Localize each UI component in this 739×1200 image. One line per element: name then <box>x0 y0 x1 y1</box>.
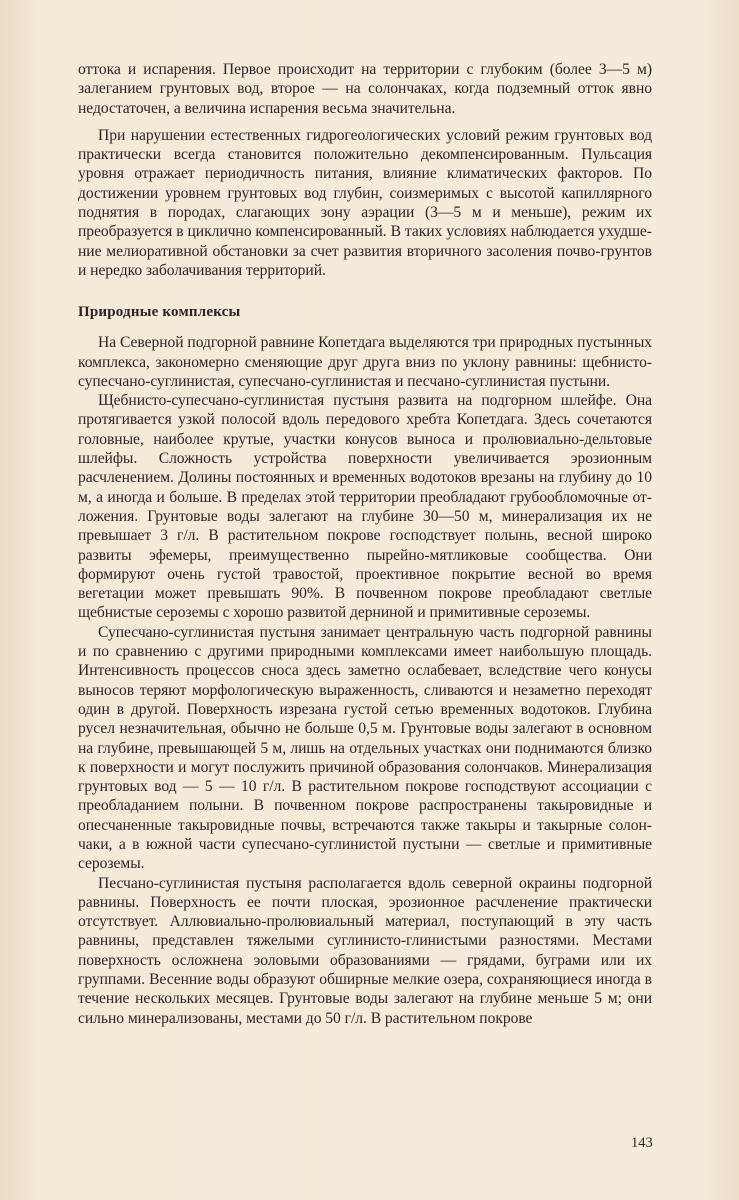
page-number: 143 <box>631 1135 653 1151</box>
paragraph-continuation: оттока и испарения. Первое происходит на территории с глубоким (более 3—5 м) залеганием грунтовых вод, второе — на солончаках, когда подземный отток явно недостаточен, а величина испарения весьма значительна. <box>78 61 652 117</box>
paragraph: Песчано-суглинистая пустыня располагается вдоль северной окраины подгорной равнины. Поверхность ее почти плоская, эрозионное расчленение практически отсутствует. Аллювиально-пролювиальный материал, поступающий в эту часть равнины, представлен тяжелыми суглинисто-глинистыми разностями. Местами поверхность осложнена эоловыми образованиями — грядами, буграми или их группами. Весенние воды образуют обширные мелкие озера, сохраняющиеся иногда в течение нескольких месяцев. Грунтовые воды залегают на глубине меньше 5 м; они сильно минерализованы, местами до 50 г/л. В растительном покрове <box>78 874 652 1027</box>
paragraph: При нарушении естественных гидрогеологических условий режим грунтовых вод практически всегда становится положительно декомпенсированным. Пульсация уровня отражает периодичность питания, влияние климатических факторов. По достижении уровнем грунтовых вод глубин, соизмеримых с высотой капиллярного поднятия в породах, слагающих зону аэрации (3—5 м и меньше), режим их преобразуется в циклично компенсированный. В таких условиях наблюдается ухудшение мелиоративной обстановки за счет развития вторичного засоления почво-грунтов и нередко заболачивания территорий. <box>78 126 652 279</box>
paragraph: Супесчано-суглинистая пустыня занимает центральную часть подгорной равнины и по сравнению с другими природными комплексами имеет наибольшую площадь. Интенсивность процессов сноса здесь заметно ослабевает, вследствие чего конусы выносов теряют морфологическую выраженность, сливаются и незаметно переходят один в другой. Поверхность изрезана густой сетью временных водотоков. Глубина русел незначительная, обычно не больше 0,5 м. Грунтовые воды залегают в основном на глубине, превышающей 5 м, лишь на отдельных участках они поднимаются близко к поверхности и могут послужить причиной образования солончаков. Минерализация грунтовых вод — 5 — 10 г/л. В растительном покрове господствуют ассоциации с преобладанием полыни. В почвенном покрове распространены такыровидные и опесчаненные такыровидные почвы, встречаются также такыры и такырные солончаки, а в южной части супесчано-суглинистой пустыни — светлые и примитивные сероземы. <box>78 623 652 873</box>
text-block <box>78 60 652 1028</box>
paragraph: Щебнисто-супесчано-суглинистая пустыня развита на подгорном шлейфе. Она протягивается узкой полосой вдоль передового хребта Копетдага. Здесь сочетаются головные, наиболее крутые, участки конусов выноса и пролювиально-дельтовые шлейфы. Сложность устройства поверхности увеличивается эрозионным расчленением. Долины постоянных и временных водотоков врезаны на глубину до 10 м, а иногда и больше. В пределах этой территории преобладают грубообломочные отложения. Грунтовые воды залегают на глубине 30—50 м, минерализация их не превышает 3 г/л. В растительном покрове господствует полынь, весной широко развиты эфемеры, преимущественно пырейно-мятликовые сообщества. Они формируют очень густой травостой, проективное покрытие весной во время вегетации может превышать 90%. В почвенном покрове преобладают светлые щебнистые сероземы с хорошо развитой дерниной и примитивные сероземы. <box>78 392 652 622</box>
section-heading: Природные комплексы <box>78 304 241 321</box>
paragraph: На Северной подгорной равнине Копетдага выделяются три природных пустынных комплекса, закономерно сменяющие друг друга вниз по уклону равнины: щебнисто-супесчано-суглинистая, супесчано-суглинистая и песчано-суглинистая пустыни. <box>78 334 652 390</box>
